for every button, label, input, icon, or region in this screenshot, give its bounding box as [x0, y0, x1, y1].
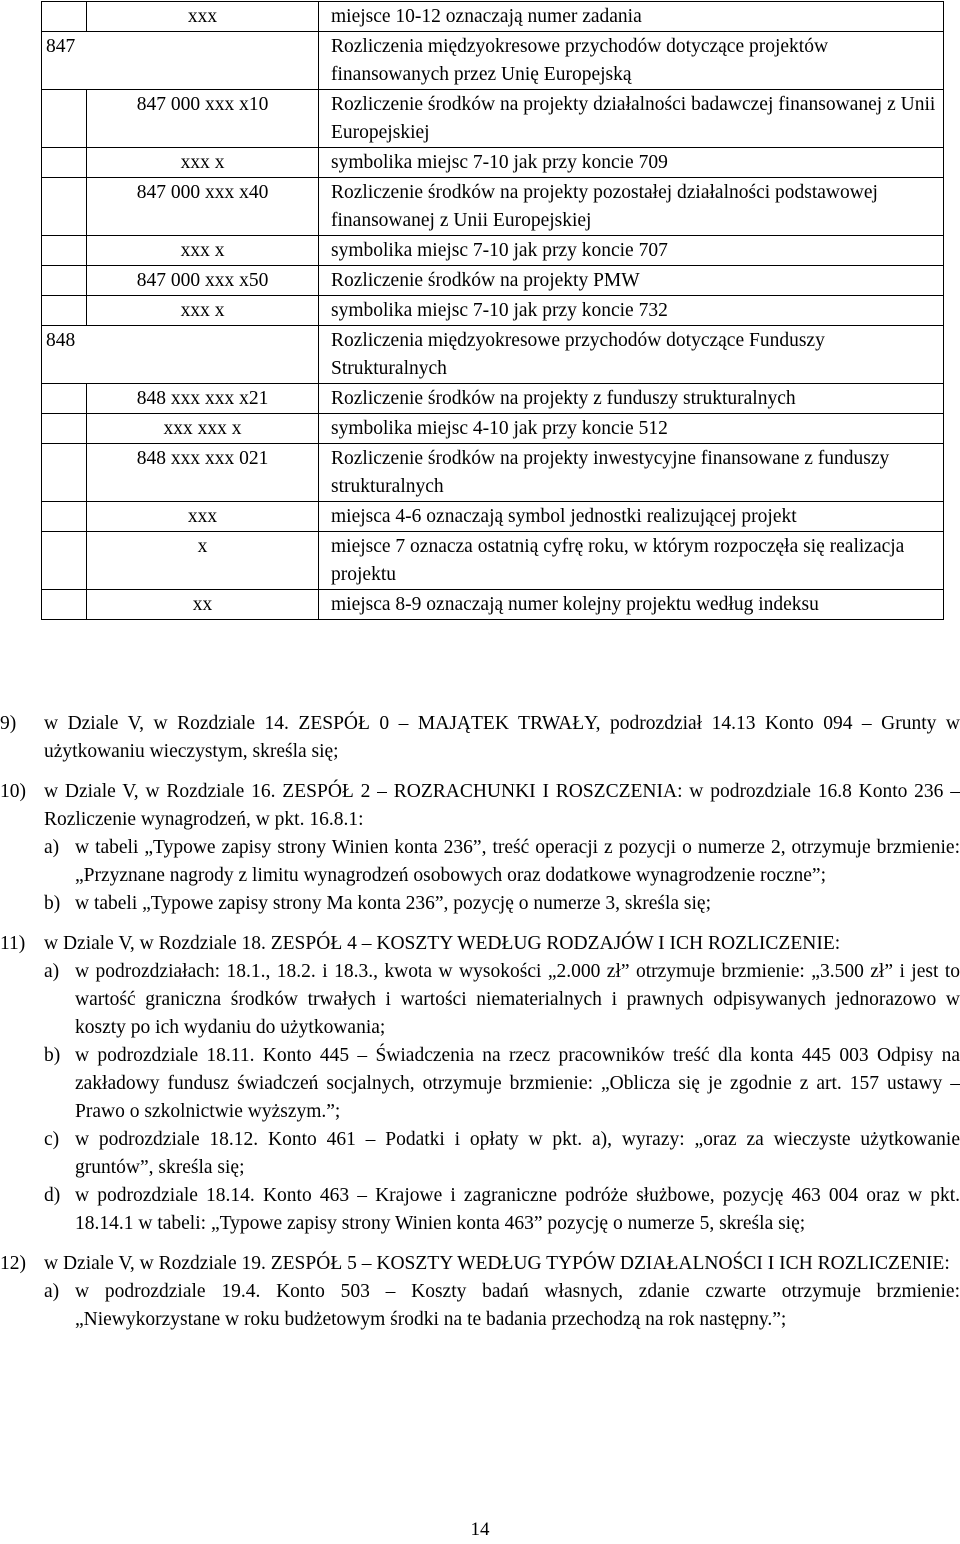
account-code: 847 000 xxx x10: [87, 90, 319, 148]
account-number: [42, 384, 87, 414]
account-description: symbolika miejsc 7-10 jak przy koncie 709: [319, 148, 944, 178]
account-code: 848 xxx xxx x21: [87, 384, 319, 414]
sub-item-label: d): [44, 1185, 61, 1206]
account-number: [42, 266, 87, 296]
account-description: Rozliczenia międzyokresowe przychodów dotyczące Funduszy Strukturalnych: [319, 326, 944, 384]
list-item: [0, 710, 960, 766]
list-item: [0, 930, 960, 1238]
account-number: [42, 444, 87, 502]
spacer: [0, 918, 960, 930]
sub-item: [0, 834, 960, 890]
spacer: [0, 766, 960, 778]
table-row: [42, 326, 944, 384]
table-row: [42, 236, 944, 266]
sub-item-label: a): [44, 1281, 60, 1302]
account-number: [42, 2, 87, 32]
sub-item-label: c): [44, 1129, 60, 1150]
account-description: Rozliczenia międzyokresowe przychodów dotyczące projektów finansowanych przez Unię Europejską: [319, 32, 944, 90]
sub-item-label: a): [44, 837, 60, 858]
list-item: [0, 1250, 960, 1334]
sub-item-text: w podrozdziale 19.4. Konto 503 – Koszty badań własnych, zdanie czwarte otrzymuje brzmienie: „Niewykorzystane w roku budżetowym środki na te badania przechodzą na rok następny.”;: [75, 1281, 960, 1330]
page-number: 14: [470, 1519, 490, 1540]
account-code: xxx x: [87, 236, 319, 266]
sub-item-text: w podrozdziale 18.11. Konto 445 – Świadczenia na rzecz pracowników treść dla konta 445 003 Odpisy na zakładowy fundusz świadczeń socjalnych, otrzymuje brzmienie: „Oblicza się je zgodnie z art. 157 ustawy – Prawo o szkolnictwie wyższym.”;: [75, 1045, 960, 1122]
account-description: symbolika miejsc 7-10 jak przy koncie 707: [319, 236, 944, 266]
sub-item-text: w podrozdziałach: 18.1., 18.2. i 18.3., kwota w wysokości „2.000 zł” otrzymuje brzmienie: „3.500 zł” i jest to wartość graniczna środków trwałych i wartości niematerialnych i prawnych odpisywanych jednorazowo w koszty po ich wydaniu do użytkowania;: [75, 961, 960, 1038]
sub-item: [0, 1278, 960, 1334]
sub-item-text: w podrozdziale 18.12. Konto 461 – Podatki i opłaty w pkt. a), wyrazy: „oraz za wieczyste użytkowanie gruntów”, skreśla się;: [75, 1129, 960, 1178]
account-number: [42, 590, 87, 620]
account-code: 848 xxx xxx 021: [87, 444, 319, 502]
account-description: miejsca 4-6 oznaczają symbol jednostki realizującej projekt: [319, 502, 944, 532]
account-code: 847 000 xxx x50: [87, 266, 319, 296]
account-description: miejsca 8-9 oznaczają numer kolejny projektu według indeksu: [319, 590, 944, 620]
sub-item: [0, 890, 960, 918]
account-description: Rozliczenie środków na projekty działalności badawczej finansowanej z Unii Europejskiej: [319, 90, 944, 148]
table-row: [42, 414, 944, 444]
table-row: [42, 502, 944, 532]
account-table: [41, 1, 944, 620]
account-description: miejsce 10-12 oznaczają numer zadania: [319, 2, 944, 32]
table-row: [42, 384, 944, 414]
sub-item: [0, 958, 960, 1042]
table-row: [42, 148, 944, 178]
account-number: [42, 414, 87, 444]
account-number: [42, 148, 87, 178]
account-code: xxx x: [87, 148, 319, 178]
sub-item: [0, 1126, 960, 1182]
account-number: [42, 532, 87, 590]
table-row: [42, 178, 944, 236]
account-number: [42, 296, 87, 326]
sub-item: [0, 1182, 960, 1238]
account-description: miejsce 7 oznacza ostatnią cyfrę roku, w którym rozpoczęła się realizacja projektu: [319, 532, 944, 590]
account-number: [42, 502, 87, 532]
account-code: xxx: [87, 502, 319, 532]
sub-item-text: w tabeli „Typowe zapisy strony Winien konta 236”, treść operacji z pozycji o numerze 2, otrzymuje brzmienie: „Przyznane nagrody z limitu wynagrodzeń osobowych oraz dodatkowe wynagrodzenie roczne”;: [75, 837, 960, 886]
sub-item: [0, 1042, 960, 1126]
item-number: 11): [0, 933, 26, 954]
table-row: [42, 296, 944, 326]
account-code: 847 000 xxx x40: [87, 178, 319, 236]
account-code: xx: [87, 590, 319, 620]
sub-item-label: b): [44, 1045, 61, 1066]
account-code: xxx xxx x: [87, 414, 319, 444]
account-number: 848: [42, 326, 319, 384]
table-row: [42, 32, 944, 90]
sub-item-label: b): [44, 893, 61, 914]
spacer: [0, 1238, 960, 1250]
table-row: [42, 444, 944, 502]
amendment-list: [0, 710, 960, 1334]
table-row: [42, 90, 944, 148]
item-number: 10): [0, 781, 26, 802]
table-row: [42, 2, 944, 32]
account-code: xxx x: [87, 296, 319, 326]
item-text: w Dziale V, w Rozdziale 19. ZESPÓŁ 5 – KOSZTY WEDŁUG TYPÓW DZIAŁALNOŚCI I ICH ROZLICZENIE:: [44, 1253, 950, 1274]
list-item: [0, 778, 960, 918]
account-description: Rozliczenie środków na projekty inwestycyjne finansowane z funduszy strukturalnych: [319, 444, 944, 502]
sub-item-text: w podrozdziale 18.14. Konto 463 – Krajowe i zagraniczne podróże służbowe, pozycję 463 004 oraz w pkt. 18.14.1 w tabeli: „Typowe zapisy strony Winien konta 463” pozycję o numerze 5, skreśla się;: [75, 1185, 960, 1234]
sub-item-label: a): [44, 961, 60, 982]
account-number: [42, 90, 87, 148]
item-number: 9): [0, 713, 17, 734]
account-code: x: [87, 532, 319, 590]
sub-item-text: w tabeli „Typowe zapisy strony Ma konta 236”, pozycję o numerze 3, skreśla się;: [75, 893, 711, 914]
account-description: Rozliczenie środków na projekty pozostałej działalności podstawowej finansowanej z Unii Europejskiej: [319, 178, 944, 236]
account-description: symbolika miejsc 7-10 jak przy koncie 732: [319, 296, 944, 326]
table-row: [42, 266, 944, 296]
account-description: Rozliczenie środków na projekty z funduszy strukturalnych: [319, 384, 944, 414]
table-row: [42, 590, 944, 620]
table-row: [42, 532, 944, 590]
item-number: 12): [0, 1253, 26, 1274]
item-text: w Dziale V, w Rozdziale 14. ZESPÓŁ 0 – MAJĄTEK TRWAŁY, podrozdział 14.13 Konto 094 – Grunty w użytkowaniu wieczystym, skreśla się;: [44, 713, 960, 762]
account-number: [42, 236, 87, 266]
account-code: xxx: [87, 2, 319, 32]
account-description: symbolika miejsc 4-10 jak przy koncie 512: [319, 414, 944, 444]
account-number: [42, 178, 87, 236]
item-text: w Dziale V, w Rozdziale 18. ZESPÓŁ 4 – KOSZTY WEDŁUG RODZAJÓW I ICH ROZLICZENIE:: [44, 933, 841, 954]
account-number: 847: [42, 32, 319, 90]
item-text: w Dziale V, w Rozdziale 16. ZESPÓŁ 2 – ROZRACHUNKI I ROSZCZENIA: w podrozdziale 16.8 Konto 236 – Rozliczenie wynagrodzeń, w pkt. 16.8.1:: [44, 781, 960, 830]
account-description: Rozliczenie środków na projekty PMW: [319, 266, 944, 296]
